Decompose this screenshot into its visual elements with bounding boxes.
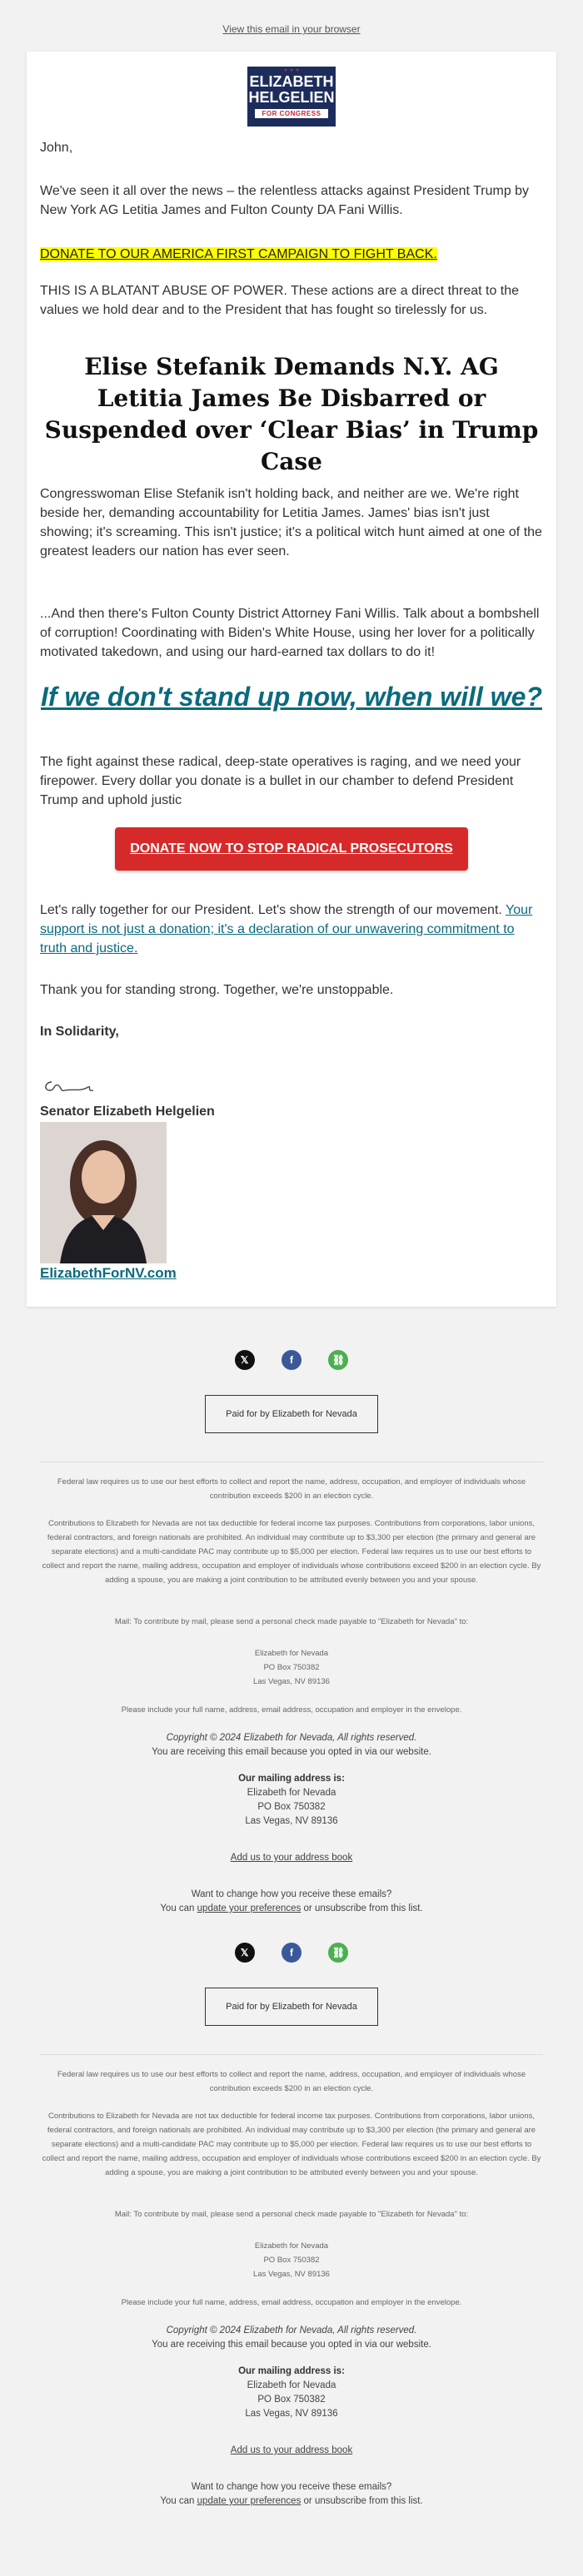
- signer-name: Senator Elizabeth Helgelien: [40, 1104, 215, 1119]
- mailing-line3-repeat: Las Vegas, NV 89136: [245, 2409, 338, 2419]
- intro-paragraph: We've seen it all over the news – the relentless attacks against President Trump by New York AG Letitia James and Fulton County DA Fani Willis.: [40, 184, 530, 217]
- thanks-paragraph: Thank you for standing strong. Together, we're unstoppable.: [40, 983, 394, 997]
- donate-highlight-link[interactable]: DONATE TO OUR AMERICA FIRST CAMPAIGN TO FIGHT BACK.: [40, 247, 437, 261]
- you-can-text: You can: [160, 2496, 197, 2506]
- rally-text: Let's rally together for our President. Let's show the strength of our movement.: [40, 903, 506, 917]
- logo-line2: HELGELIEN: [248, 89, 335, 106]
- logo-stars: ★ ★ ★: [283, 68, 300, 73]
- mail-instructions: Mail: To contribute by mail, please send a personal check made payable to "Elizabeth for Nevada" to:: [114, 1617, 469, 1626]
- mailing-line1-repeat: Elizabeth for Nevada: [247, 2380, 336, 2390]
- x-icon[interactable]: 𝕏: [235, 1350, 255, 1370]
- email-card: [27, 52, 556, 1307]
- mailing-label: [40, 1772, 543, 1786]
- legal-notice-2: Contributions to Elizabeth for Nevada are not tax deductible for federal income tax purposes. Contributions from corporations, labor unions, federal contractors, and foreign nationals are prohibited. An individual may contribute up to $3,300 per election (the primary and general are separate elections) and a multi-candidate PAC may contribute up to $5,000 per election. Federal law requires us to use our best efforts to collect and report the name, mailing address, occupation and employer of individuals whose contributions exceed $200 in an election cycle. By adding a spouse, you are making a joint contribution to be attributed evenly between you and your spouse.: [42, 1519, 541, 1585]
- greeting: John,: [40, 141, 73, 155]
- mailing-line2-repeat: PO Box 750382: [257, 2395, 326, 2405]
- address-book-link[interactable]: Add us to your address book: [230, 1853, 353, 1863]
- update-preferences-link[interactable]: update your preferences: [197, 1903, 301, 1913]
- signature-image: [40, 1075, 140, 1099]
- mail-address-line1-repeat: Elizabeth for Nevada: [254, 2241, 329, 2251]
- legal-notice-1-repeat: Federal law requires us to use our best efforts to collect and report the name, address, occupation, and employer of individuals whose contribution exceeds $200 in an election cycle.: [57, 2070, 526, 2093]
- mailing-label-text: Our mailing address is:: [238, 2366, 345, 2376]
- logo-line1: ELIZABETH: [249, 73, 334, 90]
- link-icon[interactable]: ⛓: [328, 1350, 348, 1370]
- divider-bottom: [40, 2054, 543, 2055]
- copyright-text: Copyright © 2024 Elizabeth for Nevada, All rights reserved.: [166, 1733, 417, 1743]
- mail-address-line3-repeat: Las Vegas, NV 89136: [253, 2270, 330, 2279]
- willis-paragraph: ...And then there's Fulton County District Attorney Fani Willis. Talk about a bombshell of corruption! Coordinating with Biden's White House, using her lover for a politically motivated takedown, and using our hard-earned tax dollars to do it!: [40, 607, 540, 659]
- address-book-row-repeat: [40, 2444, 543, 2458]
- highlight-paragraph: [40, 245, 543, 264]
- mail-address-line2: PO Box 750382: [263, 1663, 320, 1672]
- facebook-icon[interactable]: f: [282, 1943, 301, 1963]
- view-in-browser-link[interactable]: View this email in your browser: [222, 23, 361, 35]
- mail-address-line2-repeat: PO Box 750382: [263, 2256, 320, 2265]
- mailing-line2: PO Box 750382: [257, 1802, 326, 1812]
- unsubscribe-text: or unsubscribe from this list.: [301, 2496, 423, 2506]
- mail-address-line3: Las Vegas, NV 89136: [253, 1677, 330, 1686]
- view-in-browser-bar: [0, 0, 583, 52]
- include-info: Please include your full name, address, email address, occupation and employer in the envelope.: [121, 1705, 462, 1715]
- receiving-reason-repeat: You are receiving this email because you opted in via our website.: [152, 2340, 431, 2350]
- rally-link[interactable]: Your support is not just a donation; it's a declaration of our unwavering commitment to truth and justice.: [40, 903, 533, 955]
- receiving-reason: You are receiving this email because you opted in via our website.: [152, 1747, 431, 1757]
- mailing-line3: Las Vegas, NV 89136: [245, 1816, 338, 1826]
- paid-for-box-bottom: Paid for by Elizabeth for Nevada: [205, 1988, 378, 2026]
- include-info-repeat: Please include your full name, address, email address, occupation and employer in the envelope.: [121, 2298, 462, 2307]
- copyright-text: Copyright © 2024 Elizabeth for Nevada, All rights reserved.: [166, 2325, 417, 2335]
- address-book-row: [40, 1851, 543, 1865]
- rally-paragraph: [40, 901, 543, 958]
- facebook-icon[interactable]: f: [282, 1350, 301, 1370]
- abuse-paragraph: THIS IS A BLATANT ABUSE OF POWER. These actions are a direct threat to the values we hold dear and to the President that has fought so tirelessly for us.: [40, 284, 520, 317]
- donate-now-button[interactable]: DONATE NOW TO STOP RADICAL PROSECUTORS: [115, 827, 468, 871]
- fight-paragraph: The fight against these radical, deep-state operatives is raging, and we need your firepower. Every dollar you donate is a bullet in our chamber to defend President Trump and uphold justic: [40, 755, 521, 807]
- mailing-line1: Elizabeth for Nevada: [247, 1788, 336, 1798]
- mailing-label-text: Our mailing address is:: [238, 1774, 345, 1784]
- stand-up-link[interactable]: If we don't stand up now, when will we?: [41, 682, 542, 712]
- change-prompt-repeat: Want to change how you receive these emails?: [191, 2482, 392, 2492]
- logo-line3: FOR CONGRESS: [255, 109, 328, 118]
- candidate-photo: [40, 1122, 167, 1263]
- you-can-text: You can: [160, 1903, 197, 1913]
- update-preferences-link[interactable]: update your preferences: [197, 2496, 301, 2506]
- preferences-row-repeat: [40, 2494, 543, 2509]
- mail-address-line1: Elizabeth for Nevada: [254, 1649, 329, 1658]
- x-icon[interactable]: 𝕏: [235, 1943, 255, 1963]
- link-icon[interactable]: ⛓: [328, 1943, 348, 1963]
- website-link[interactable]: ElizabethForNV.com: [40, 1265, 177, 1281]
- headline: Elise Stefanik Demands N.Y. AG Letitia James Be Disbarred or Suspended over ‘Clear Bias’ in Trump Case: [44, 353, 539, 475]
- campaign-logo[interactable]: [247, 67, 336, 127]
- legal-notice-1: Federal law requires us to use our best efforts to collect and report the name, address, occupation, and employer of individuals whose contribution exceeds $200 in an election cycle.: [57, 1477, 526, 1501]
- mail-instructions-repeat: Mail: To contribute by mail, please send a personal check made payable to "Elizabeth for Nevada" to:: [114, 2210, 469, 2219]
- change-prompt: Want to change how you receive these emails?: [191, 1889, 392, 1899]
- legal-notice-2-repeat: Contributions to Elizabeth for Nevada are not tax deductible for federal income tax purposes. Contributions from corporations, labor unions, federal contractors, and foreign nationals are prohibited. An individual may contribute up to $3,300 per election (the primary and general are separate elections) and a multi-candidate PAC may contribute up to $5,000 per election. Federal law requires us to use our best efforts to collect and report the name, mailing address, occupation and employer of individuals whose contributions exceed $200 in an election cycle. By adding a spouse, you are making a joint contribution to be attributed evenly between you and your spouse.: [42, 2112, 541, 2177]
- social-icons-bottom: [0, 1943, 583, 1963]
- closing: In Solidarity,: [40, 1025, 119, 1039]
- copyright: [40, 1731, 543, 1745]
- stefanik-paragraph: Congresswoman Elise Stefanik isn't holding back, and neither are we. We're right beside her, demanding accountability for Letitia James. James' bias isn't just showing; it's screaming. This isn't justice; it's a political witch hunt aimed at one of the greatest leaders our nation has ever seen.: [40, 487, 542, 558]
- preferences-row: [40, 1902, 543, 1916]
- unsubscribe-text: or unsubscribe from this list.: [301, 1903, 423, 1913]
- address-book-link[interactable]: Add us to your address book: [230, 2445, 353, 2455]
- paid-for-box-top: Paid for by Elizabeth for Nevada: [205, 1395, 378, 1433]
- copyright-repeat: [40, 2324, 543, 2338]
- mailing-label-repeat: [40, 2365, 543, 2379]
- social-icons-top: [0, 1350, 583, 1370]
